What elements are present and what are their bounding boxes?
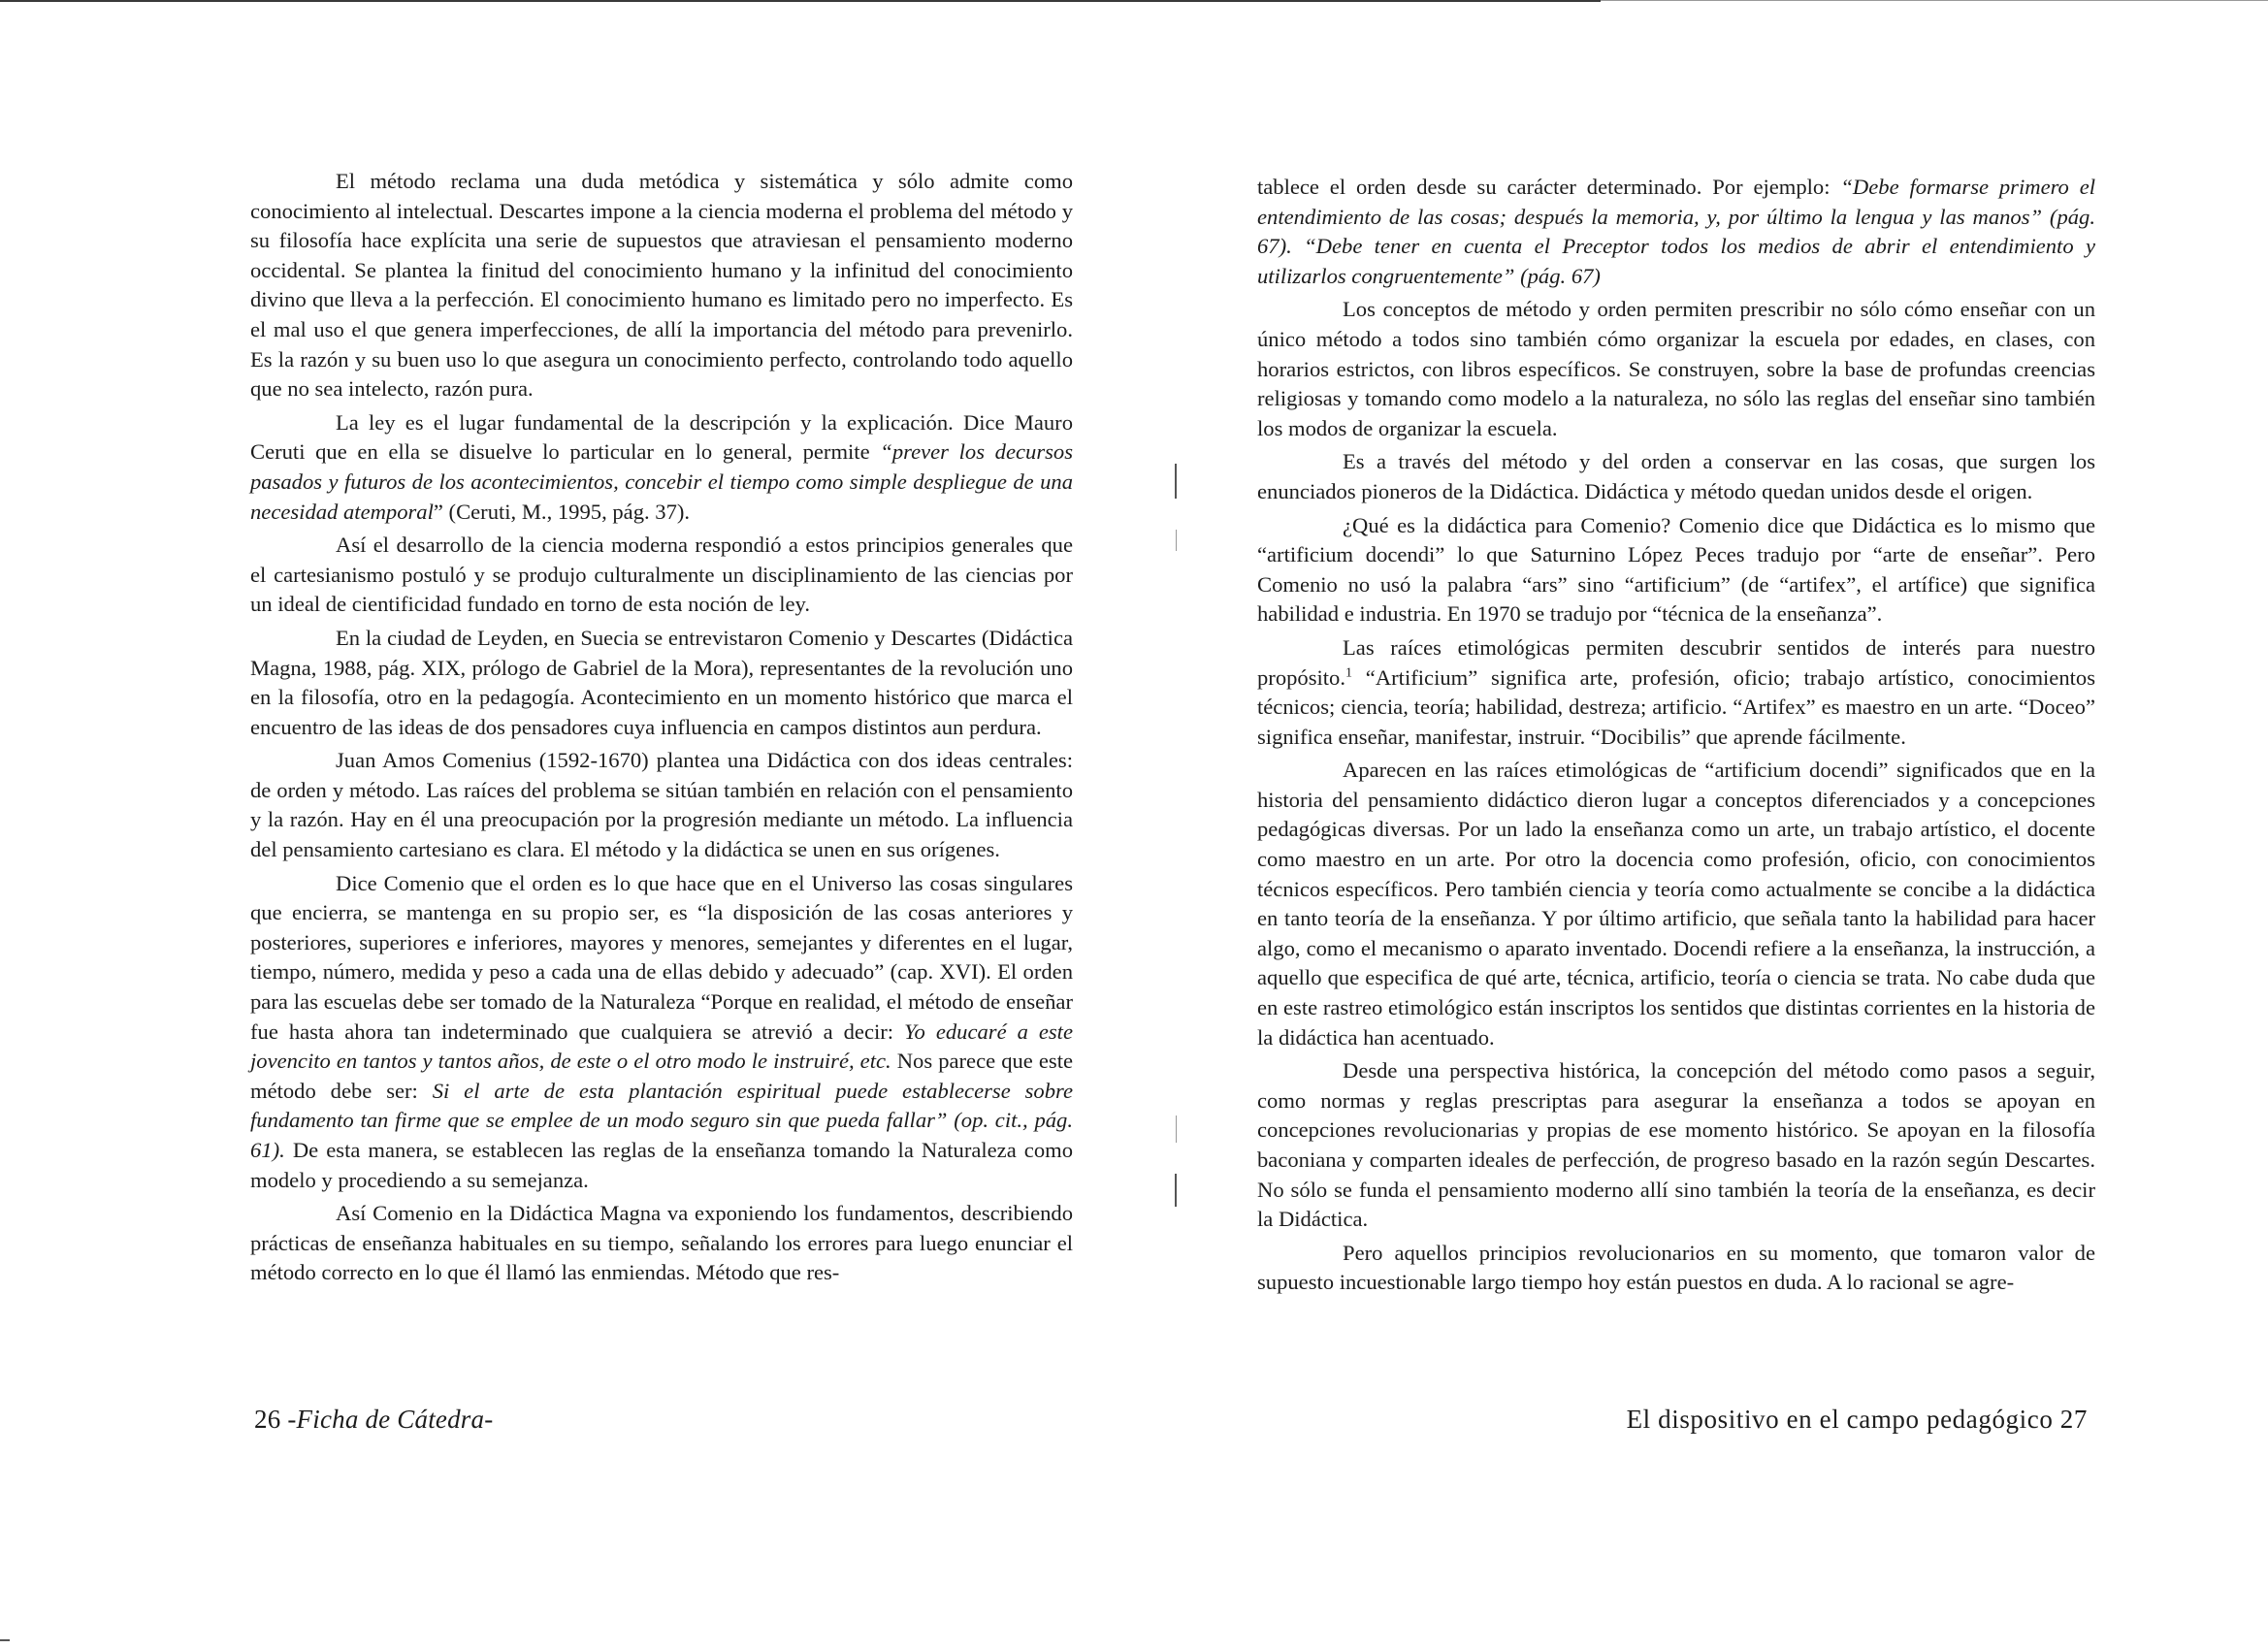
- left-page-body: [250, 167, 1073, 1288]
- right-page-body: [1257, 173, 2095, 1298]
- italic-quote: “Debe formarse primero el entendimiento de las cosas; después la memoria, y, por último la lengua y las manos” (pág. 67). “Debe tener en cuenta el Preceptor todos los medios de abrir el entendimiento y utilizarlos congruentemente” (pág. 67): [1257, 175, 2095, 288]
- scan-corner-mark: [0, 1639, 10, 1641]
- text-run: Nos parece que este método debe ser:: [250, 1049, 1073, 1103]
- text-run: Los conceptos de método y orden permiten prescribir no sólo cómo enseñar con un único método a todos sino también cómo organizar la escuela por edades, en clases, con horarios estrictos, con libros específicos. Se construyen, sobre la base de profundas creencias religiosas y tomando como modelo a la naturaleza, no sólo las reglas del enseñar sino también los modos de organizar la escuela.: [1257, 297, 2095, 440]
- paragraph: [250, 1199, 1073, 1288]
- paragraph: [250, 746, 1073, 864]
- italic-quote: “prever los decursos pasados y futuros de los acontecimientos, concebir el tiempo como simple despliegue de una necesidad atemporal: [250, 439, 1073, 524]
- text-run: Las raíces etimológicas permiten descubrir sentidos de interés para nuestro propósito.: [1257, 634, 2095, 690]
- paragraph: [1257, 447, 2095, 506]
- text-run: Así Comenio en la Didáctica Magna va exponiendo los fundamentos, describiendo prácticas de enseñanza habituales en su tiempo, señalando los errores para luego enunciar el método correcto en lo que él llamó las enmiendas. Método que res-: [250, 1201, 1073, 1285]
- italic-quote: Yo educaré a este jovencito en tantos y tantos años, de este o el otro modo le instruiré, etc.: [250, 1018, 1073, 1074]
- text-run: ¿Qué es la didáctica para Comenio? Comenio dice que Didáctica es lo mismo que “artificium docendi” lo que Saturnino López Peces tradujo por “arte de enseñar”. Pero Comenio no usó la palabra “ars” sino “artificium” (de “artifex”, el artífice) que significa habilidad e industria. En 1970 se tradujo por “técnica de la enseñanza”.: [1257, 512, 2095, 627]
- right-page-footer: [1627, 1405, 2088, 1435]
- running-title: El dispositivo en el campo pedagógico: [1626, 1405, 2054, 1434]
- paragraph: [1257, 511, 2095, 630]
- paragraph: [1257, 633, 2095, 752]
- text-run: El método reclama una duda metódica y sistemática y sólo admite como conocimiento al intelectual. Descartes impone a la ciencia moderna el problema del método y su filosofía hace explícita una serie de supuestos que atraviesan el pensamiento moderno occidental. Se plantea la finitud del conocimiento humano y la infinitud del conocimiento divino que lleva a la perfección. El conocimiento humano es limitado pero no imperfecto. Es el mal uso el que genera imperfecciones, de allí la importancia del método para prevenirlo. Es la razón y su buen uso lo que asegura un conocimiento perfecto, controlando todo aquello que no sea intelecto, razón pura.: [250, 169, 1073, 402]
- text-run: La ley es el lugar fundamental de la descripción y la explicación. Dice Mauro Ceruti que en ella se disuelve lo particular en lo general, permite: [250, 409, 1073, 465]
- text-run: “Artificium” significa arte, profesión, oficio; trabajo artístico, conocimientos técnicos; ciencia, teoría; habilidad, destreza; artificio. “Artifex” es maestro en un arte. “Doceo” significa enseñar, manifestar, instruir. “Docibilis” que aprende fácilmente.: [1257, 664, 2095, 749]
- text-run: Así el desarrollo de la ciencia moderna respondió a estos principios generales que el cartesianismo postuló y se produjo culturalmente un disciplinamiento de las ciencias por un ideal de cientificidad fundado en torno de esta noción de ley.: [250, 533, 1073, 617]
- scan-edge-line-faint: [1601, 0, 2268, 1]
- text-run: Es a través del método y del orden a conservar en las cosas, que surgen los enunciados pioneros de la Didáctica. Didáctica y método quedan unidos desde el origen.: [1257, 449, 2095, 503]
- text-run: Juan Amos Comenius (1592-1670) plantea una Didáctica con dos ideas centrales: de orden y método. Las raíces del problema se sitúan también en relación con el pensamiento y la razón. Hay en él una preocupación por la progresión mediante un método. La influencia del pensamiento cartesiano es clara. El método y la didáctica se unen en sus orígenes.: [250, 748, 1073, 862]
- paragraph: [1257, 756, 2095, 1052]
- paragraph: [250, 869, 1073, 1196]
- paragraph: [1257, 173, 2095, 291]
- paragraph: [250, 624, 1073, 742]
- text-run: Dice Comenio que el orden es lo que hace que en el Universo las cosas singulares que encierra, se mantenga en su propio ser, es “la disposición de las cosas anteriores y posteriores, superiores e inferiores, mayores y menores, semejantes y diferentes en el lugar, tiempo, número, medida y peso a cada una de ellas debido y adecuado” (cap. XVI). El orden para las escuelas debe ser tomado de la Naturaleza “Porque en realidad, el método de enseñar fue hasta ahora tan indeterminado que cualquiera se atrevió a decir:: [250, 870, 1073, 1044]
- text-run: ” (Ceruti, M., 1995, pág. 37).: [433, 499, 691, 524]
- left-page-footer: [254, 1405, 493, 1435]
- text-run: Pero aquellos principios revolucionarios en su momento, que tomaron valor de supuesto incuestionable largo tiempo hoy están puestos en duda. A lo racional se agre-: [1257, 1240, 2095, 1295]
- scan-gutter-mark: [1175, 1174, 1177, 1207]
- text-run: En la ciudad de Leyden, en Suecia se entrevistaron Comenio y Descartes (Didáctica Magna, 1988, pág. XIX, prólogo de Gabriel de la Mora), representantes de la revolución uno en la filosofía, otro en la pedagogía. Acontecimiento en un momento histórico que marca el encuentro de las ideas de dos pensadores cuya influencia en campos distintos aun perdura.: [250, 625, 1073, 739]
- text-run: tablece el orden desde su carácter determinado. Por ejemplo:: [1257, 175, 1841, 199]
- page-number: 27: [2059, 1405, 2088, 1434]
- footnote-ref: 1: [1345, 664, 1353, 680]
- paragraph: [250, 408, 1073, 527]
- paragraph: [1257, 1239, 2095, 1298]
- scan-edge-line: [0, 0, 1601, 2]
- scan-gutter-mark: [1175, 464, 1177, 499]
- text-run: Aparecen en las raíces etimológicas de “artificium docendi” significados que en la historia del pensamiento didáctico dieron lugar a conceptos diferenciados y a concepciones pedagógicas diversas. Por un lado la enseñanza como un arte, un trabajo artístico, el docente como maestro en un arte. Por otro la docencia como profesión, oficio, con conocimientos técnicos específicos. Pero también ciencia y teoría como actualmente se concibe a la didáctica en tanto teoría de la enseñanza. Y por último artificio, que señala tanto la habilidad para hacer algo, como el mecanismo o aparato inventado. Docendi refiere a la enseñanza, la instrucción, a aquello que especifica de qué arte, técnica, artificio, teoría o ciencia se trata. No cabe duda que en este rastreo etimológico están inscriptos los sentidos que distintas corrientes en la historia de la didáctica han acentuado.: [1257, 758, 2095, 1050]
- scan-gutter-mark: [1176, 530, 1177, 551]
- page-number: 26: [254, 1405, 281, 1434]
- paragraph: [1257, 1056, 2095, 1235]
- text-run: Desde una perspectiva histórica, la concepción del método como pasos a seguir, como normas y reglas prescriptas para asegurar la enseñanza a todos se apoyan en concepciones revolucionarias y propias de ese momento histórico. Se apoyan en la filosofía baconiana y comparten ideales de perfección, de progreso basado en la razón según Descartes. No sólo se funda el pensamiento moderno allí sino también la teoría de la enseñanza, es decir la Didáctica.: [1257, 1058, 2095, 1232]
- italic-quote: Si el arte de esta plantación espiritual puede establecerse sobre fundamento tan firme que se emplee de un modo seguro sin que pueda fallar” (op. cit., pág. 61).: [250, 1078, 1073, 1162]
- paragraph: [250, 167, 1073, 404]
- paragraph: [1257, 295, 2095, 443]
- running-title: -Ficha de Cátedra-: [287, 1405, 494, 1434]
- scan-gutter-mark: [1176, 1116, 1177, 1143]
- text-run: De esta manera, se establecen las reglas de la enseñanza tomando la Naturaleza como modelo y procediendo a su semejanza.: [250, 1138, 1073, 1192]
- paragraph: [250, 531, 1073, 620]
